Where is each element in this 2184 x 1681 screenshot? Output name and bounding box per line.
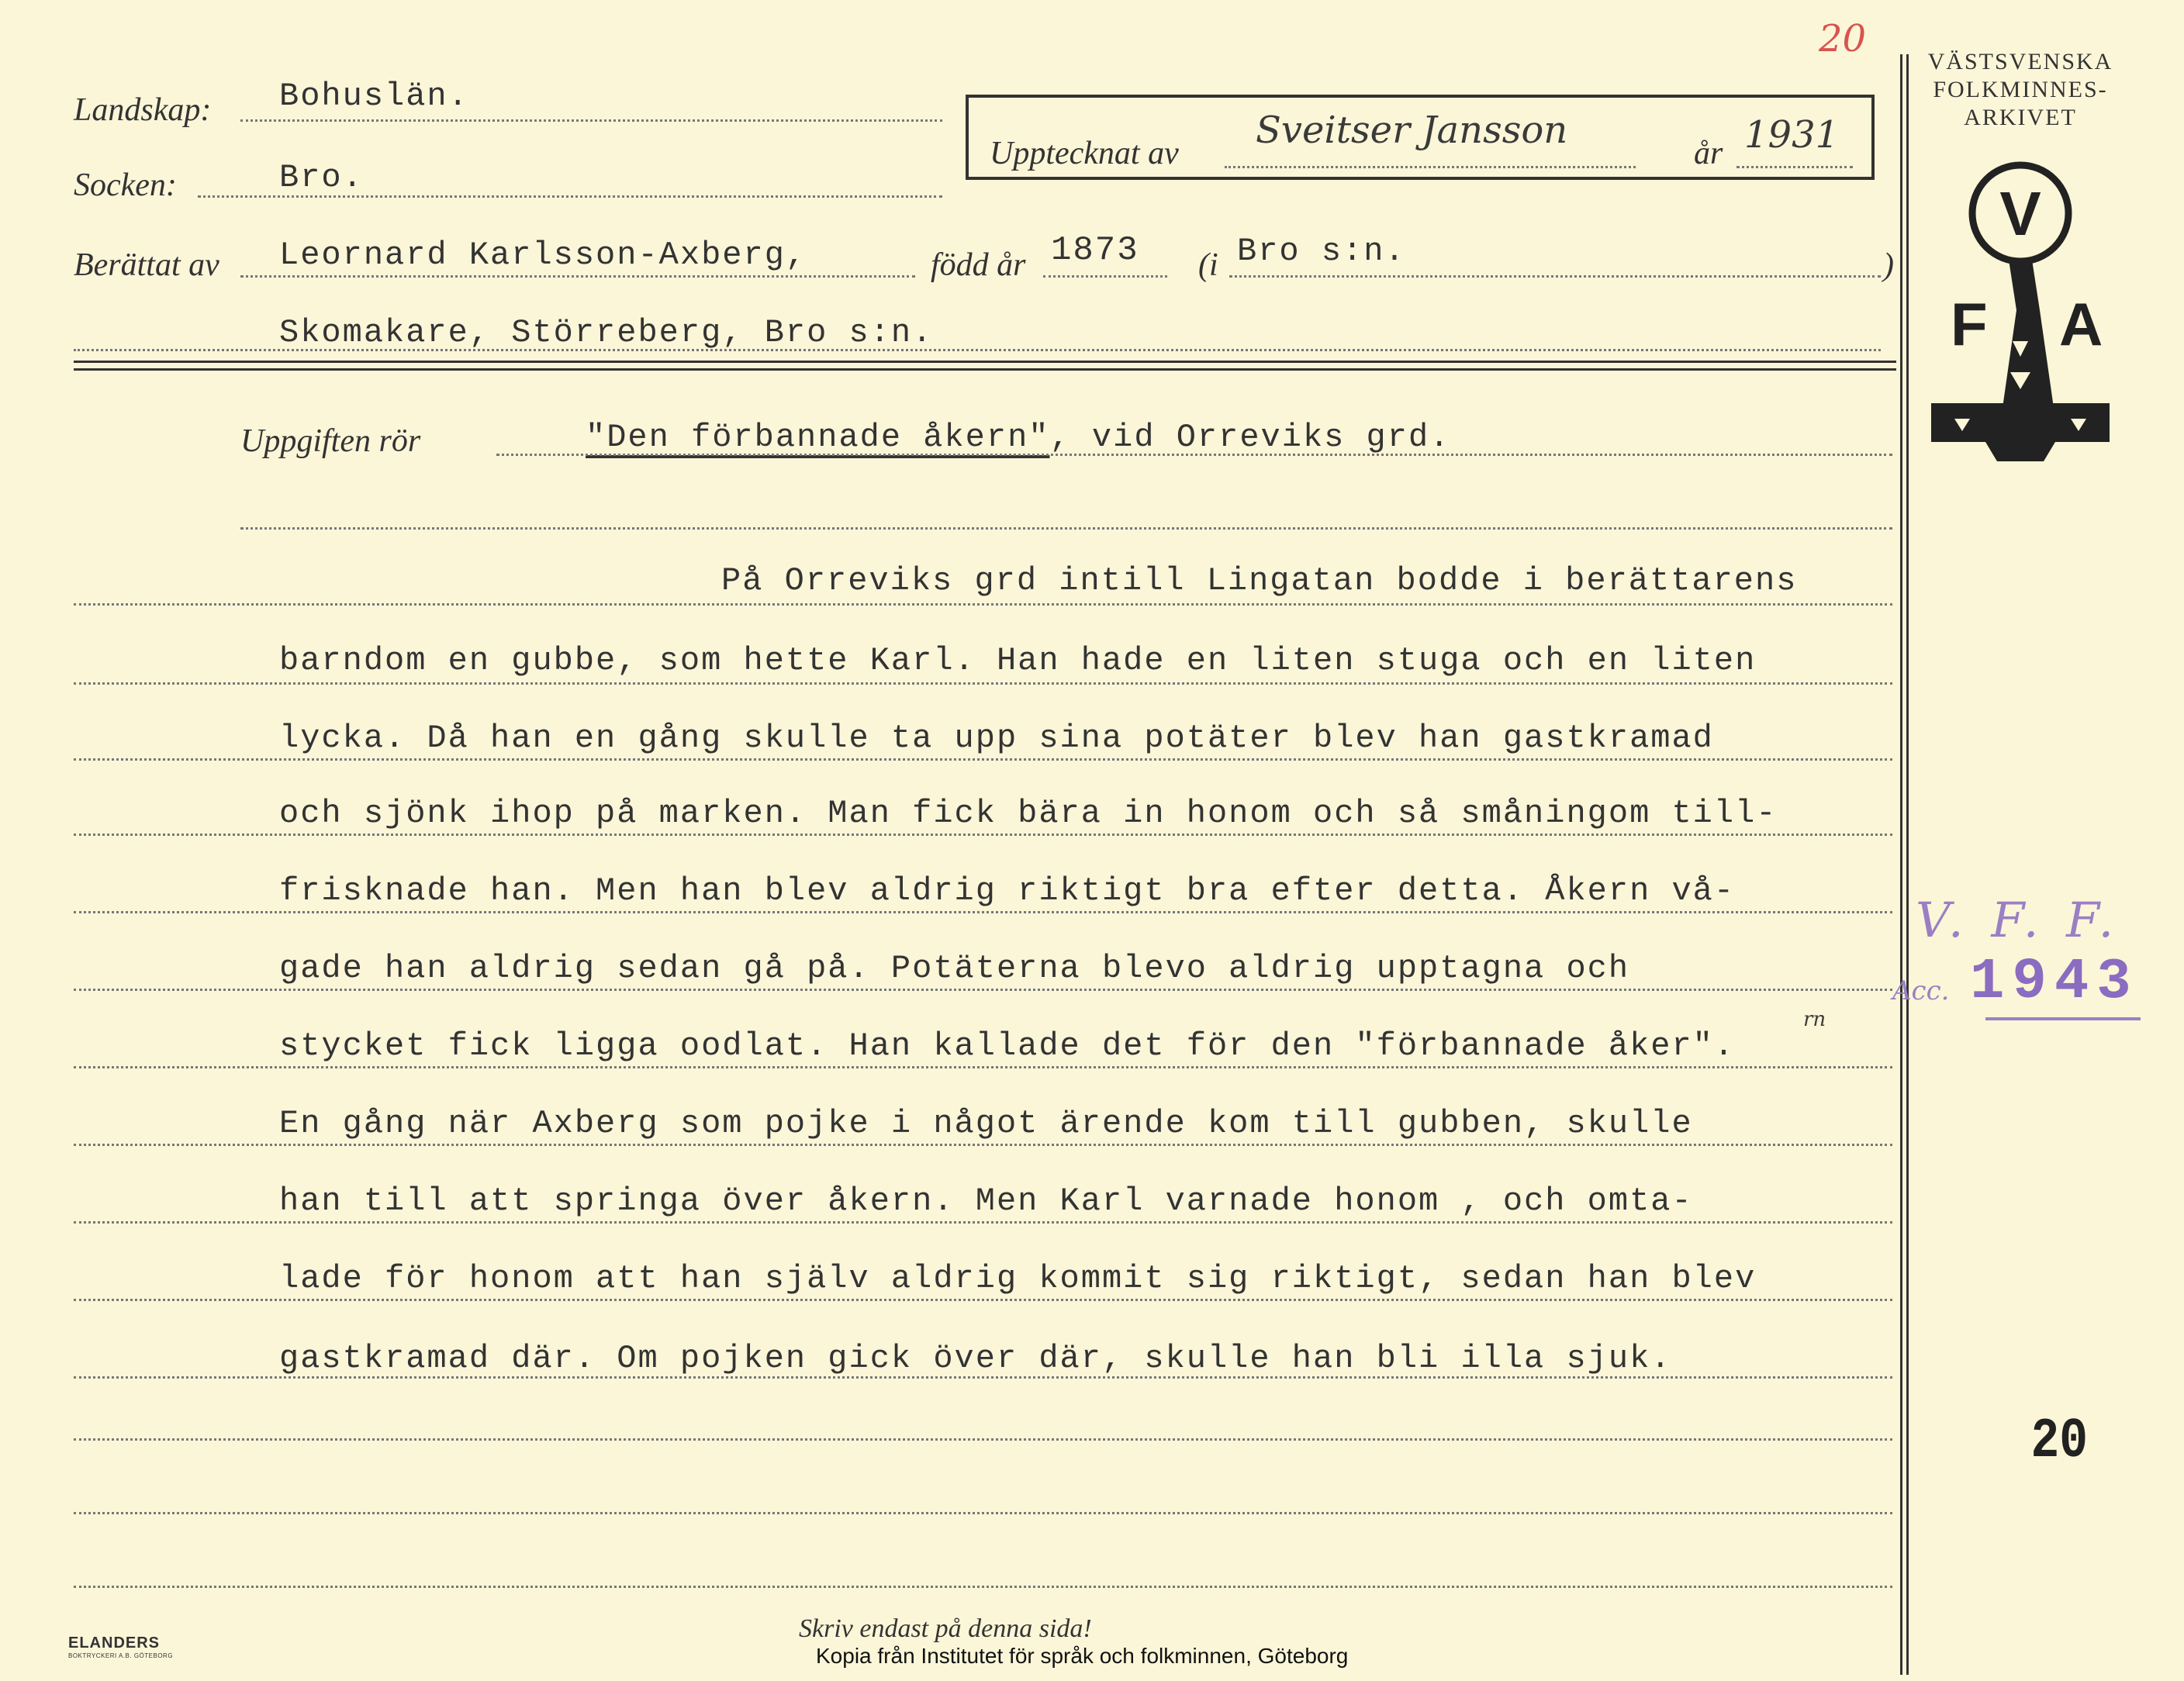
occupation-value: Skomakare, Störreberg, Bro s:n. [279,314,934,351]
body-rule-11 [74,1376,1892,1379]
body-line-9: han till att springa över åkern. Men Karl varnade honom , och omta- [279,1182,1693,1220]
accession-stamp [1892,892,2156,1031]
archive-line-3: ARKIVET [1964,105,2077,130]
body-rule-4 [74,834,1892,836]
berattat-line [240,275,915,278]
body-rule-13 [74,1512,1892,1514]
socken-value: Bro. [279,159,364,196]
ar-line [1736,166,1853,168]
landskap-value: Bohuslän. [279,78,469,115]
occupation-line [74,349,1881,351]
berattat-label: Berättat av [74,247,219,283]
i-value: Bro s:n. [1237,233,1406,270]
margin-rule-outer [1900,54,1902,1675]
printer-sub: BOKTRYCKERI A.B. GÖTEBORG [68,1652,174,1659]
i-label: (i [1198,247,1218,283]
stamp-year: 1943 [1970,950,2139,1015]
i-line [1229,275,1881,278]
header-separator-top [74,361,1896,363]
body-rule-12 [74,1438,1892,1441]
upptecknat-label: Upptecknat av [990,136,1179,171]
logo-letter-a: A [2059,290,2103,358]
landskap-line [240,119,942,122]
body-line-4: och sjönk ihop på marken. Man fick bära in honom och så småningom till- [279,795,1778,832]
blank-line-1 [240,527,1892,530]
body-line-8: En gång när Axberg som pojke i något ärende kom till gubben, skulle [279,1105,1693,1142]
page-number-red: 20 [1819,17,1867,60]
body-rule-5 [74,911,1892,913]
body-line-1: På Orreviks grd intill Lingatan bodde i berättarens [721,562,1798,599]
body-rule-9 [74,1221,1892,1224]
printer-name: ELANDERS [68,1634,161,1652]
body-rule-2 [74,682,1892,685]
subject-line [496,454,1892,456]
subject-rest: , vid Orreviks grd. [1049,419,1451,456]
copy-notice: Kopia från Institutet för språk och folkminnen, Göteborg [816,1644,1349,1668]
fodd-line [1043,275,1167,278]
archive-name [1916,48,2125,132]
subject-title: "Den förbannade åkern" [586,419,1050,456]
body-line-10: lade för honom att han själv aldrig kommit sig riktigt, sedan han blev [279,1260,1757,1297]
subject-label: Uppgiften rör [240,423,421,459]
socken-line [198,195,942,198]
body-rule-8 [74,1144,1892,1146]
stamp-acc: Acc. [1892,975,1950,1006]
ar-value: 1931 [1744,113,1840,157]
upptecknat-signature: Sveitser Jansson [1256,109,1568,152]
archive-line-2: FOLKMINNES- [1933,77,2108,102]
upptecknat-line [1225,166,1636,168]
body-rule-6 [74,989,1892,991]
body-line-3: lycka. Då han en gång skulle ta upp sina potäter blev han gastkramad [279,720,1714,757]
body-insert: rn [1803,1008,1826,1031]
body-line-7: stycket fick ligga oodlat. Han kallade det för den "förbannade åker". [279,1027,1736,1065]
margin-rule-inner [1906,54,1909,1675]
stamp-underline [1985,1017,2141,1020]
body-rule-14 [74,1586,1892,1588]
body-line-11: gastkramad där. Om pojken gick över där, skulle han bli illa sjuk. [279,1340,1672,1377]
printer-mark [68,1634,173,1659]
berattat-value: Leornard Karlsson-Axberg, [279,236,807,274]
landskap-label: Landskap: [74,92,212,128]
body-line-6: gade han aldrig sedan gå på. Potäterna blevo aldrig upptagna och [279,950,1630,987]
body-rule-1 [74,603,1892,606]
i-close: ) [1883,247,1894,283]
body-line-2: barndom en gubbe, som hette Karl. Han hade en liten stuga och en liten [279,642,1757,679]
stamp-vff: V. F. F. [1916,892,2120,948]
archive-line-1: VÄSTSVENSKA [1927,49,2113,74]
ar-label: år [1694,136,1723,171]
logo-letter-v: V [1999,179,2041,248]
body-rule-10 [74,1299,1892,1301]
upptecknat-box [966,95,1875,180]
subject-value [586,419,1450,456]
body-line-5: frisknade han. Men han blev aldrig riktigt bra efter detta. Åkern vå- [279,872,1736,910]
header-separator-bottom [74,368,1896,371]
footer-instruction: Skriv endast på denna sida! [799,1614,1092,1643]
socken-label: Socken: [74,167,177,203]
body-rule-3 [74,758,1892,761]
archive-logo [1923,155,2125,473]
fodd-value: 1873 [1051,231,1139,270]
logo-letter-f: F [1951,290,1988,358]
body-rule-7 [74,1066,1892,1068]
margin-number: 20 [2030,1410,2088,1473]
fodd-label: född år [931,247,1026,283]
